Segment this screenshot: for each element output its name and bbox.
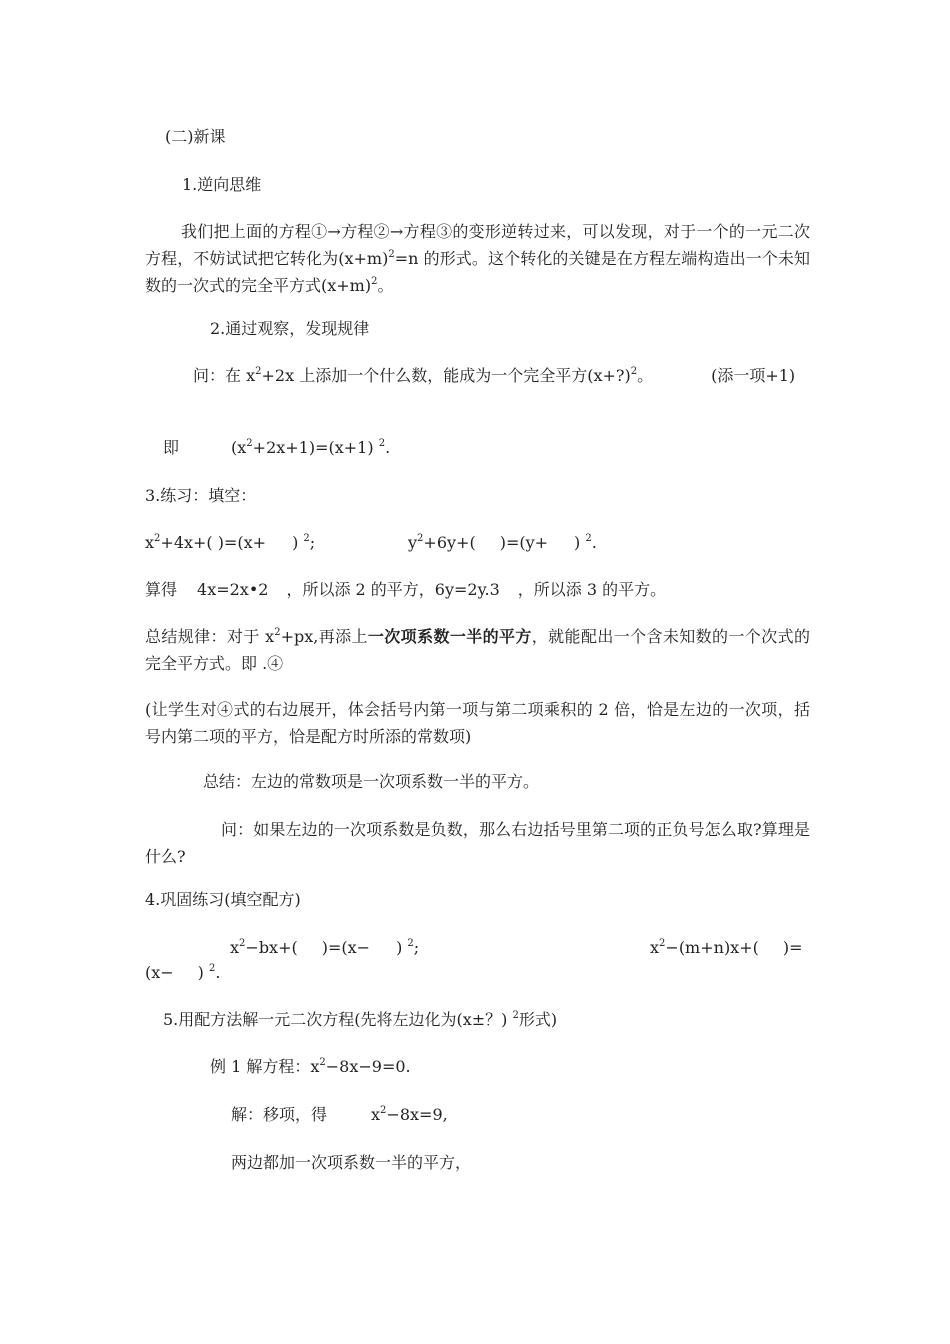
section-3-title: 3.练习：填空： [145, 486, 257, 505]
example-1: 例 1 解方程：$x^2-8x-9=0$. [210, 1057, 411, 1076]
question-2: 问：如果左边的一次项系数是负数，那么右边括号里第二项的正负号怎么取?算理是什么? [145, 820, 810, 866]
student-note: (让学生对④式的右边展开，体会括号内第一项与第二项乘积的 2 倍，恰是左边的一次项，括号内第二项的平方，恰是配方时所添的常数项) [145, 700, 810, 746]
section-2-title: 2.通过观察，发现规律 [210, 319, 370, 338]
exercise-1: $x^2+4x+$( )=(x+ ) $^2$; [145, 533, 316, 552]
section-1-title: 1.逆向思维 [182, 175, 262, 194]
solution-step-1: 解：移项，得 $x^2-8x=9$, [231, 1105, 448, 1124]
summary-constant-term: 总结：左边的常数项是一次项系数一半的平方。 [203, 772, 540, 791]
consolidation-2-continued: (x− ) $^2$. [145, 963, 221, 982]
question-1: 问：在 $x^2+2x$ 上添加一个什么数，能成为一个完全平方(x+?)$^2$。 (添一项+1) [193, 366, 796, 385]
section-4-title: 4.巩固练习(填空配方) [145, 890, 301, 909]
exercise-2: $y^2+6y+$( )=(y+ ) $^2$. [408, 533, 597, 552]
summary-rule: 总结规律：对于 $x^2+px$,再添上一次项系数一半的平方，就能配出一个含未知数的一个次式的完全平方式。即 .④ [145, 627, 810, 673]
consolidation-2: $x^2-(m+n)x+$( )= [650, 938, 803, 957]
heading-new-lesson: (二)新课 [165, 127, 226, 146]
consolidation-1: $x^2-bx+$( )=(x− ) $^2$; [230, 938, 420, 957]
section-1-paragraph: 我们把上面的方程①→方程②→方程③的变形逆转过来，可以发现，对于一个的一元二次方程，不妨试试把它转化为$(x+m)^2=n$ 的形式。这个转化的关键是在方程左端构造出一个未知数的一次式的完全平方式$(x+m)^2$。 [145, 222, 810, 295]
solution-step-2: 两边都加一次项系数一半的平方， [231, 1153, 472, 1172]
calculation-line: 算得 4x=2x•2 ，所以添 2 的平方，6y=2y.3 ，所以添 3 的平方。 [145, 580, 667, 599]
ji-line: 即 $(x^2+2x+1)=(x+1)$ $^2$. [163, 438, 391, 457]
section-5-title: 5.用配方法解一元二次方程(先将左边化为(x±？) $^2$形式) [163, 1010, 558, 1029]
